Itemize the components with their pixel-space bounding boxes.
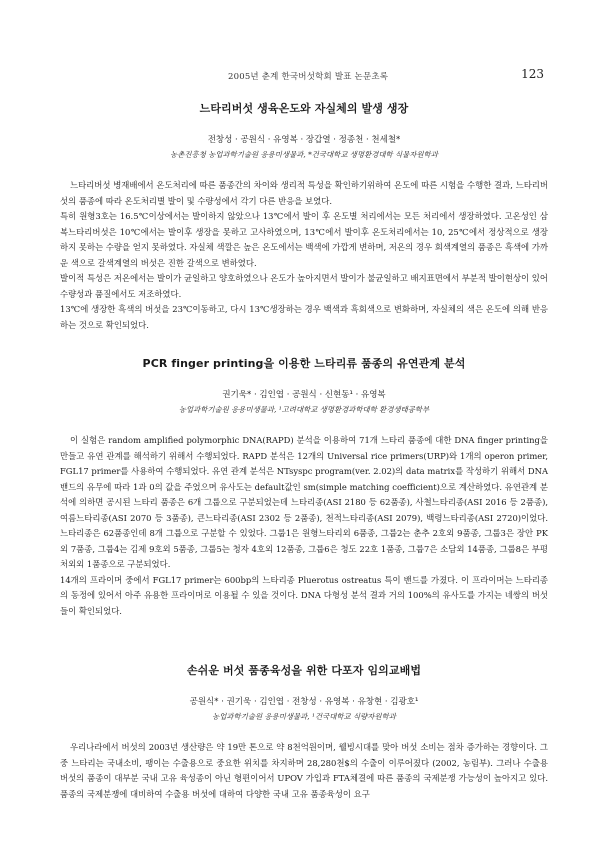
- affiliation: 농촌진흥청 농업과학기술원 응용미생물과, *건국대학교 생명환경대학 식물자원학과: [170, 150, 438, 159]
- affiliation: 농업과학기술원 응용미생물과, ¹건국대학교 식량자원학과: [212, 712, 396, 721]
- abstract-body: 이 실험은 random amplified polymorphic DNA(RAPD) 분석을 이용하여 71개 느타리 품종에 대한 DNA finger printing을 만들고 유연 관계를 해석하기 위해서 수행되었다. RAPD 분석은 12개의 Universal rice primers(URP)와 1개의 operon primer, FGL17 primer를 사용하여 수행되었다. 유연 관계 분석은 NTsyspc program(ver. 2.02)의 data matrix를 작성하기 위해서 DNA 밴드의 유무에 따라 1과 0의 값을 주었으며 유사도는 default값인 sm(simple matching coefficient)으로 계산하였다. 유연관계 분석에 의하면 공시된 느타리 품종은 6개 그룹으로 구분되었는데 느타리종(ASI 2180 등 62품종), 사철느타리종(ASI 2016 등 2품종), 여름느타리종(ASI 2070 등 3품종), 큰느타리종(ASI 2302 등 2품종), 천적느타리종(ASI 2079), 백령느타리종(ASI 2720)이었다. 느타리종은 62품종인데 8개 그룹으로 구분할 수 있었다. 그룹1은 원형느타리외 6품종, 그룹2는 춘추 2호외 9품종, 그룹3은 장안 PK외 7품종, 그룹4는 김제 9호외 5품종, 그룹5는 청자 4호외 12품종, 그룹6은 청도 22호 1품종, 그룹7은 소담외 14품종, 그룹8은 부평처외외 1품종으로 구분되었다. 14개의 프라이머 중에서 FGL17 primer는 600bp의 느타리종 Pluerotus ostreatus 특이 밴드를 가졌다. 이 프라이머는 느타리종의 동정에 있어서 아주 유용한 프라이머로 이용될 수 있을 것이다. DNA 다형성 분석 결과 거의 100%의 유사도를 가지는 네쌍의 버섯들이 확인되었다.: [60, 435, 548, 616]
- abstract-body: 우리나라에서 버섯의 2003년 생산량은 약 19만 톤으로 약 8천억원이며, 웰빙시대를 맞아 버섯 소비는 점차 증가하는 경향이다. 그중 느타리는 국내소비, 팽이는 수출용으로 중요한 위치를 차지하며 28,280천$의 수출이 이루어졌다 (2002, 농림부). 그러나 수출용 버섯의 품종이 대부분 국내 고유 육성종이 아닌 형편이어서 UPOV 가입과 FTA체결에 따른 품종의 국제분쟁 가능성이 높아지고 있다. 품종의 국제분쟁에 대비하여 수출용 버섯에 대하여 다양한 국내 고유 품종육성이 요구: [60, 742, 548, 799]
- authors: 공원식* · 권기욱 · 김인엽 · 전창성 · 유영복 · 유창현 · 김광호¹: [189, 697, 419, 707]
- abstract-body: 느타리버섯 병재배에서 온도처리에 따른 품종간의 차이와 생리적 특성을 확인하기위하여 온도에 따른 시험을 수행한 결과, 느타리버섯의 품종에 따라 온도처리별 발이 및 수량성에서 각기 다른 반응을 보였다. 특히 원형3호는 16.5℃이상에서는 발이하지 않았으나 13℃에서 발이 후 온도별 처리에서는 모든 처리에서 생장하였다. 고온성인 삼복느타리버섯은 10℃에서는 발이후 생장을 못하고 고사하였으며, 13℃에서 발이후 온도처리에서는 10, 25℃에서 정상적으로 생장하지 못하는 수량을 얻지 못하였다. 자실체 색깔은 높은 온도에서는 백색에 가깝게 변하며, 저온의 경우 회색계열의 품종은 흑색에 가까운 색으로 갈색계열의 버섯은 진한 갈색으로 변하였다. 발이적 특성은 저온에서는 발이가 균일하고 양호하였으나 온도가 높아지면서 발이가 불균일하고 배지표면에서 부분적 발이현상이 있어 수량성과 품질에서도 저조하였다. 13℃에 생장한 흑색의 버섯을 23℃이동하고, 다시 13℃생장하는 경우 백색과 흑회색으로 변화하며, 자실체의 색은 온도에 의해 반응하는 것으로 확인되었다.: [60, 180, 548, 330]
- article-3: [60, 662, 548, 802]
- article-title: 느타리버섯 생육온도와 자실체의 발생 생장: [199, 102, 409, 115]
- abstract: [60, 178, 548, 333]
- article-2: [60, 355, 548, 619]
- authors: 권기욱* · 김인엽 · 공원식 · 신현동¹ · 유영복: [222, 390, 386, 400]
- article-1: [60, 100, 548, 333]
- running-head: 2005년 춘계 한국버섯학회 발표 논문초록: [228, 72, 389, 82]
- affiliation: 농업과학기술원 응용미생물과, ¹고려대학교 생명환경과학대학 환경생태공학부: [178, 405, 430, 414]
- article-title: 손쉬운 버섯 품종육성을 위한 다포자 임의교배법: [186, 664, 422, 677]
- article-title: PCR finger printing을 이용한 느타리류 품종의 유연관계 분석: [142, 357, 466, 370]
- abstract: [60, 433, 548, 619]
- authors: 전창성 · 공원식 · 유영복 · 장갑열 · 정종천 · 천세철*: [207, 135, 401, 145]
- page-number: 123: [521, 67, 544, 81]
- abstract: [60, 740, 548, 802]
